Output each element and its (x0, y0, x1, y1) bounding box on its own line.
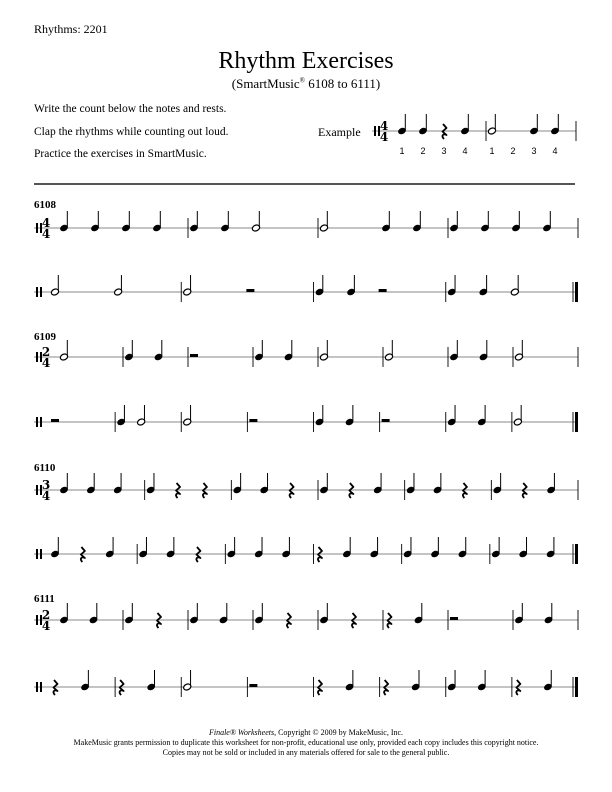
quarter-note (546, 473, 555, 494)
page-title: Rhythm Exercises (218, 48, 394, 74)
exercise-number-6109: 6109 (34, 331, 56, 343)
quarter-note (146, 473, 155, 494)
half-rest (246, 289, 254, 292)
quarter-note (90, 211, 99, 232)
quarter-note (86, 473, 95, 494)
quarter-note (543, 670, 552, 691)
quarter-note (89, 603, 98, 624)
percussion-clef-bar (36, 352, 38, 362)
quarter-note (511, 211, 520, 232)
quarter-note (281, 537, 290, 558)
footer-product-name: Finale® Worksheets (208, 728, 275, 737)
registered-mark: ® (299, 76, 305, 85)
quarter-note (124, 603, 133, 624)
half-note (513, 405, 522, 426)
quarter-note (477, 670, 486, 691)
quarter-note (480, 211, 489, 232)
half-rest (51, 419, 59, 422)
quarter-note (80, 670, 89, 691)
quarter-note (254, 537, 263, 558)
percussion-clef-bar (36, 287, 38, 297)
half-rest (450, 617, 458, 620)
quarter-note (189, 603, 198, 624)
beat-count: 3 (531, 146, 537, 156)
quarter-note (254, 603, 263, 624)
half-note (319, 211, 328, 232)
quarter-note (479, 340, 488, 361)
beat-count: 2 (420, 146, 426, 156)
beat-count: 4 (552, 146, 558, 156)
quarter-note (430, 537, 439, 558)
half-rest-glyph (249, 684, 257, 687)
half-rest (382, 419, 390, 422)
quarter-note (315, 405, 324, 426)
quarter-note (124, 340, 133, 361)
quarter-note (381, 211, 390, 232)
beat-count: 3 (441, 146, 447, 156)
quarter-note (412, 211, 421, 232)
half-note (251, 211, 260, 232)
half-note (487, 114, 496, 135)
quarter-note (260, 473, 269, 494)
half-rest (379, 289, 387, 292)
half-note (183, 275, 192, 296)
percussion-clef-bar (40, 549, 42, 559)
half-note (183, 405, 192, 426)
quarter-note (59, 603, 68, 624)
quarter-note (345, 405, 354, 426)
half-note (319, 340, 328, 361)
percussion-clef-bar (36, 485, 38, 495)
quarter-note (479, 275, 488, 296)
quarter-note (449, 211, 458, 232)
quarter-note (550, 114, 559, 135)
instruction-practice: Practice the exercises in SmartMusic. (34, 148, 207, 160)
half-note (514, 340, 523, 361)
half-rest-glyph (382, 419, 390, 422)
quarter-note (529, 114, 538, 135)
half-rest-glyph (379, 289, 387, 292)
quarter-note (189, 211, 198, 232)
half-note (384, 340, 393, 361)
half-note (183, 670, 192, 691)
half-rest (249, 684, 257, 687)
quarter-note (166, 537, 175, 558)
quarter-note (418, 114, 427, 135)
half-note (59, 340, 68, 361)
quarter-note (227, 537, 236, 558)
beat-count: 1 (489, 146, 495, 156)
half-rest-glyph (450, 617, 458, 620)
time-signature-bottom: 4 (41, 356, 51, 370)
quarter-note (519, 537, 528, 558)
quarter-note (491, 537, 500, 558)
quarter-note (460, 114, 469, 135)
half-rest (249, 419, 257, 422)
beat-count: 2 (510, 146, 516, 156)
quarter-note (121, 211, 130, 232)
half-rest-glyph (190, 354, 198, 357)
quarter-note (544, 603, 553, 624)
percussion-clef-bar (40, 417, 42, 427)
quarter-note (315, 275, 324, 296)
quarter-note (449, 340, 458, 361)
quarter-note (411, 670, 420, 691)
quarter-note (233, 473, 242, 494)
footer-restriction: Copies may not be sold or included in any materials offered for sale to the general public. (162, 748, 450, 757)
quarter-note (403, 537, 412, 558)
worksheet-label: Rhythms: 2201 (34, 22, 108, 36)
quarter-note (154, 340, 163, 361)
final-bar-thick (575, 412, 578, 432)
quarter-note (370, 537, 379, 558)
quarter-note (458, 537, 467, 558)
quarter-note (105, 537, 114, 558)
quarter-note (319, 473, 328, 494)
example-label: Example (318, 125, 361, 139)
quarter-note (514, 603, 523, 624)
time-signature-top: 3 (41, 478, 51, 492)
quarter-note (447, 670, 456, 691)
half-rest-glyph (51, 419, 59, 422)
quarter-note (414, 603, 423, 624)
time-signature-bottom: 4 (379, 130, 389, 144)
quarter-note (397, 114, 406, 135)
final-bar-thick (575, 544, 578, 564)
percussion-clef-bar (36, 549, 38, 559)
quarter-note (254, 340, 263, 361)
half-note (50, 275, 59, 296)
quarter-note (433, 473, 442, 494)
copyright-footer (0, 728, 612, 758)
percussion-clef-bar (36, 223, 38, 233)
quarter-note (147, 670, 156, 691)
final-bar-thick (575, 282, 578, 302)
quarter-note (406, 473, 415, 494)
time-signature-bottom: 4 (41, 489, 51, 503)
quarter-note (477, 405, 486, 426)
quarter-note (447, 275, 456, 296)
half-rest-glyph (246, 289, 254, 292)
percussion-clef-bar (36, 417, 38, 427)
quarter-note (139, 537, 148, 558)
percussion-clef-bar (374, 126, 376, 136)
time-signature-top: 4 (41, 216, 51, 230)
final-bar-thick (575, 677, 578, 697)
percussion-clef-bar (36, 682, 38, 692)
quarter-note (493, 473, 502, 494)
quarter-note (219, 603, 228, 624)
instruction-clap: Clap the rhythms while counting out loud. (34, 126, 229, 138)
beat-count: 4 (462, 146, 468, 156)
time-signature-bottom: 4 (41, 227, 51, 241)
subtitle-suffix: 6108 to 6111) (304, 76, 381, 91)
quarter-note (319, 603, 328, 624)
quarter-note (59, 211, 68, 232)
percussion-clef-bar (40, 682, 42, 692)
quarter-note (220, 211, 229, 232)
quarter-note (284, 340, 293, 361)
quarter-note (116, 405, 125, 426)
half-note (510, 275, 519, 296)
quarter-note (542, 211, 551, 232)
time-signature-top: 4 (379, 119, 389, 133)
time-signature-top: 2 (41, 608, 51, 622)
footer-copyright: , Copyright © 2009 by MakeMusic, Inc. (274, 728, 404, 737)
quarter-note (546, 537, 555, 558)
half-note (137, 405, 146, 426)
percussion-clef-bar (40, 287, 42, 297)
exercise-number-6108: 6108 (34, 199, 56, 211)
quarter-note (346, 275, 355, 296)
half-rest-glyph (249, 419, 257, 422)
quarter-note (345, 670, 354, 691)
quarter-note (373, 473, 382, 494)
subtitle-prefix: (SmartMusic (231, 76, 300, 91)
quarter-note (113, 473, 122, 494)
half-note (113, 275, 122, 296)
exercise-number-6111: 6111 (34, 593, 55, 605)
percussion-clef-bar (36, 615, 38, 625)
half-rest (190, 354, 198, 357)
instruction-write-count: Write the count below the notes and rests. (34, 103, 227, 115)
footer-permission: MakeMusic grants permission to duplicate this worksheet for non-profit, educational use only, provided each copy includes this copyright notice. (73, 738, 539, 747)
quarter-note (59, 473, 68, 494)
time-signature-top: 2 (41, 345, 51, 359)
quarter-note (342, 537, 351, 558)
time-signature-bottom: 4 (41, 619, 51, 633)
quarter-note (50, 537, 59, 558)
quarter-note (447, 405, 456, 426)
beat-count: 1 (399, 146, 405, 156)
quarter-note (152, 211, 161, 232)
exercise-number-6110: 6110 (34, 462, 56, 474)
